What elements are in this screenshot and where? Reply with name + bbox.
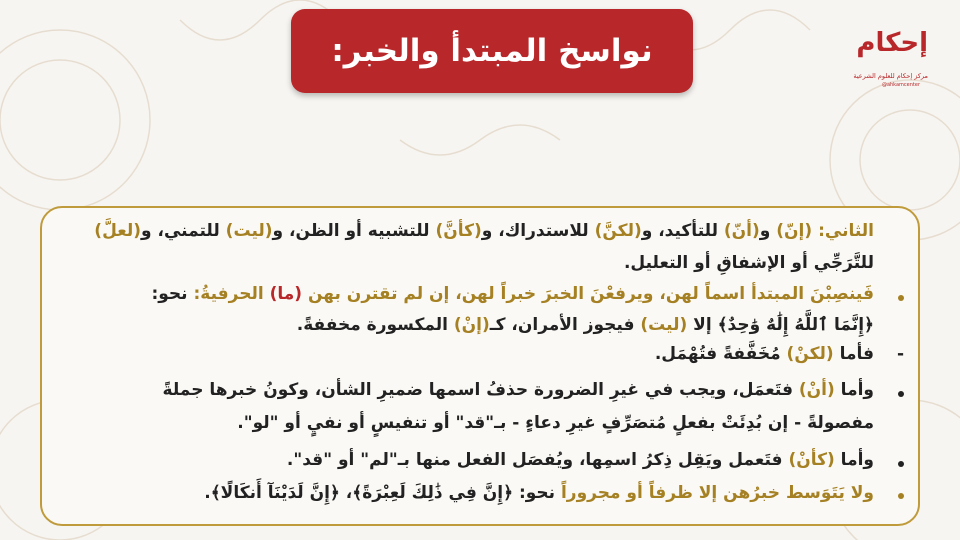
line-1-lead: الثاني: — [818, 221, 874, 241]
term-an: (أنْ) — [798, 380, 835, 400]
dash-marker: - — [896, 344, 904, 364]
logo-handle: @ahkamcenter — [881, 82, 920, 88]
bullet — [898, 391, 904, 397]
term-ma: (ما) — [263, 284, 308, 304]
logo-wordmark: إحكام — [856, 28, 928, 58]
bullet — [898, 295, 904, 301]
line-7: مفصولةً - إن بُدِئَتْ بفعلٍ مُتصَرِّفٍ غيرِ دعاءٍ - بـ"قد" أو تنفيسٍ أو نفيٍ أو "لو". — [237, 413, 874, 433]
term-anna: (أنّ) — [723, 221, 760, 241]
logo-subtitle: مركز إحكام للعلوم الشرعية — [853, 72, 928, 80]
bullet — [898, 461, 904, 467]
term-kaanna: (كأنَّ) — [435, 221, 482, 241]
line-3: فَينصِبْنَ المبتدأ اسماً لهن، ويرفعْنَ الخبرَ خبراً لهن، إن لم تقترن بهن (ما) الحرفيةُ: نحو: — [151, 284, 874, 304]
term-lakinna: (لكنَّ) — [594, 221, 642, 241]
term-kaan: (كأنْ) — [788, 450, 835, 470]
line-9: ولا يَتَوَسط خبرُهن إلا ظرفاً أو مجروراً نحو: ﴿إِنَّ فِي ذَٰلِكَ لَعِبْرَةً﴾، ﴿إِنَّ لَدَيْنَآ أَنكَالًا﴾. — [204, 483, 874, 503]
bullet — [898, 493, 904, 499]
term-layta: (ليت) — [225, 221, 273, 241]
term-layta-2: (ليت) — [640, 315, 688, 335]
line-8: وأما (كأنْ) فتَعمل ويَقِل ذِكرُ اسمِها، ويُفصَل الفعل منها بـ"لم" أو "قد". — [286, 450, 874, 470]
line-2: للتَّرَجِّي أو الإشفاقِ أو التعليل. — [623, 253, 874, 273]
line-5: فأما (لكنْ) مُخَفَّفةً فتُهْمَل. — [654, 344, 874, 364]
line-1: الثاني: (إنّ) و(أنّ) للتأكيد، و(لكنَّ) للاستدراك، و(كأنَّ) للتشبيه أو الظن، و(ليت) للتمني، و(لعلَّ) — [94, 221, 874, 241]
line-6: وأما (أنْ) فتَعمَل، ويجب في غيرِ الضرورة حذفُ اسمها ضميرِ الشأن، وكونُ خبرها جملةً — [162, 380, 874, 400]
title-banner — [291, 9, 693, 93]
content-panel — [40, 206, 920, 526]
term-inna: (إنّ) — [776, 221, 813, 241]
line-4: ﴿إِنَّمَا ٱللَّهُ إِلَٰهٌ وَٰحِدٌ﴾ إلا (ليت) فيجوز الأمران، كـ(إنْ) المكسورة مخففةً. — [296, 315, 874, 335]
term-lakin: (لكنْ) — [786, 344, 834, 364]
term-in: (إنْ) — [453, 315, 490, 335]
term-laalla: (لعلَّ) — [94, 221, 141, 241]
logo — [846, 22, 928, 96]
page-title: نواسخ المبتدأ والخبر: — [331, 33, 653, 69]
